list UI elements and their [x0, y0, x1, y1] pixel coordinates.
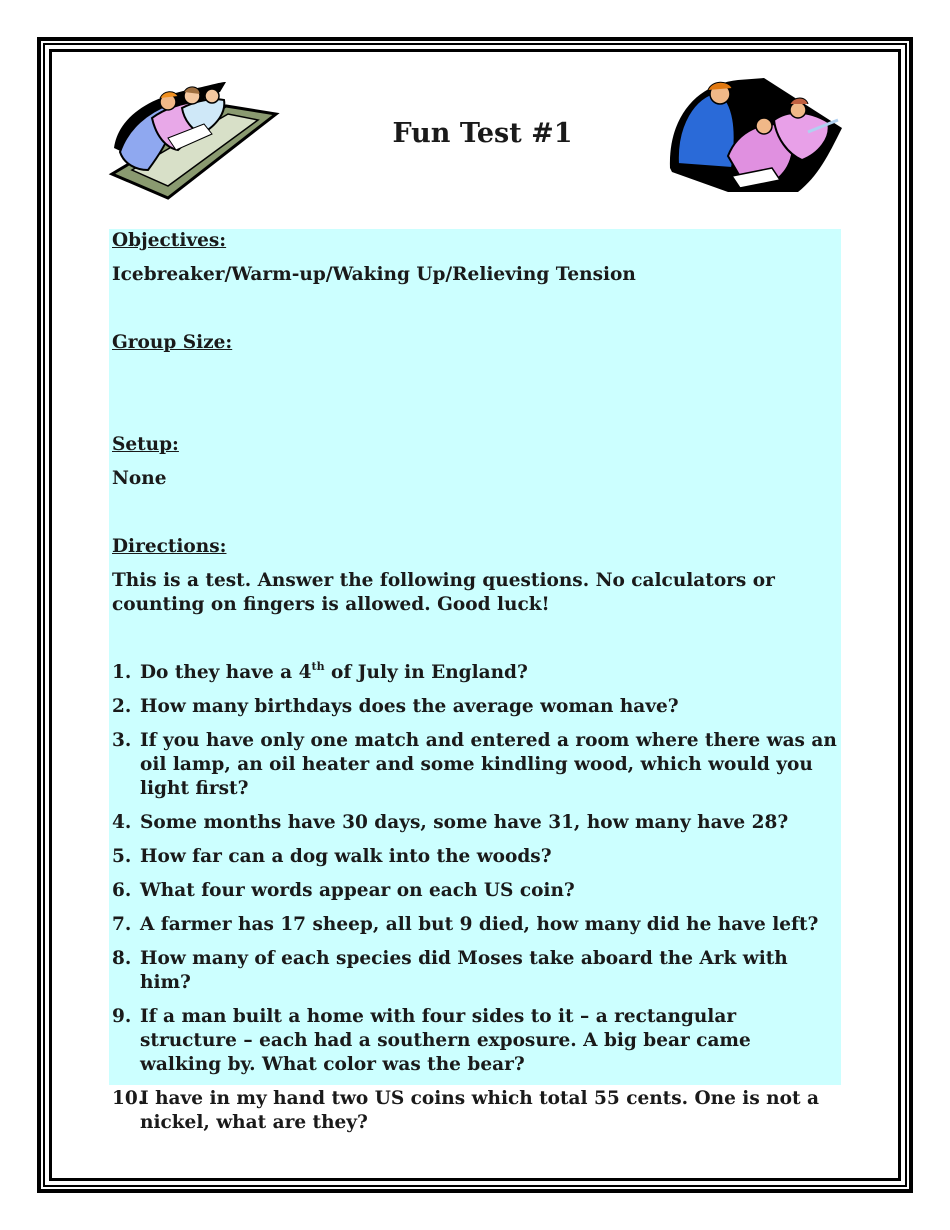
group-size-heading: Group Size:: [112, 332, 233, 353]
question-text: How many birthdays does the average woman have?: [140, 696, 679, 717]
setup-text: None: [112, 468, 167, 489]
question-text: Do they have a 4th of July in England?: [140, 660, 528, 683]
activity-content: [112, 229, 837, 1145]
objectives-heading: Objectives:: [112, 230, 227, 251]
question-number: 9.: [112, 1006, 132, 1027]
question-number: 8.: [112, 948, 132, 969]
question-number: 3.: [112, 730, 132, 751]
question-item: [112, 661, 837, 685]
question-text: What four words appear on each US coin?: [140, 880, 575, 901]
directions-text: This is a test. Answer the following questions. No calculators or counting on fingers is allowed. Good luck!: [112, 570, 775, 615]
question-item: [112, 879, 837, 903]
question-number: 2.: [112, 696, 132, 717]
question-text: How far can a dog walk into the woods?: [140, 846, 552, 867]
question-number: 7.: [112, 914, 132, 935]
question-item: [112, 729, 837, 801]
question-text: If a man built a home with four sides to it – a rectangular structure – each had a southern exposure. A big bear came walking by. What color was the bear?: [140, 1006, 751, 1075]
question-item: [112, 947, 837, 995]
question-text: A farmer has 17 sheep, all but 9 died, how many did he have left?: [140, 914, 819, 935]
objectives-text: Icebreaker/Warm-up/Waking Up/Relieving Tension: [112, 264, 636, 285]
question-item: [112, 845, 837, 869]
question-number: 10.: [112, 1088, 145, 1109]
directions-heading: Directions:: [112, 536, 227, 557]
question-text: How many of each species did Moses take aboard the Ark with him?: [140, 948, 788, 993]
question-item: [112, 1005, 837, 1077]
question-number: 6.: [112, 880, 132, 901]
questions-list: [112, 661, 837, 1135]
question-item: [112, 913, 837, 937]
question-number: 4.: [112, 812, 132, 833]
question-item: [112, 695, 837, 719]
question-number: 5.: [112, 846, 132, 867]
question-number: 1.: [112, 662, 132, 683]
question-text: If you have only one match and entered a room where there was an oil lamp, an oil heater and some kindling wood, which would you light first?: [140, 730, 837, 799]
question-item: [112, 811, 837, 835]
setup-heading: Setup:: [112, 434, 179, 455]
question-item: [112, 1087, 837, 1135]
question-text: Some months have 30 days, some have 31, how many have 28?: [140, 812, 789, 833]
page-title: Fun Test #1: [392, 118, 573, 149]
question-text: I have in my hand two US coins which total 55 cents. One is not a nickel, what are they?: [140, 1088, 819, 1133]
